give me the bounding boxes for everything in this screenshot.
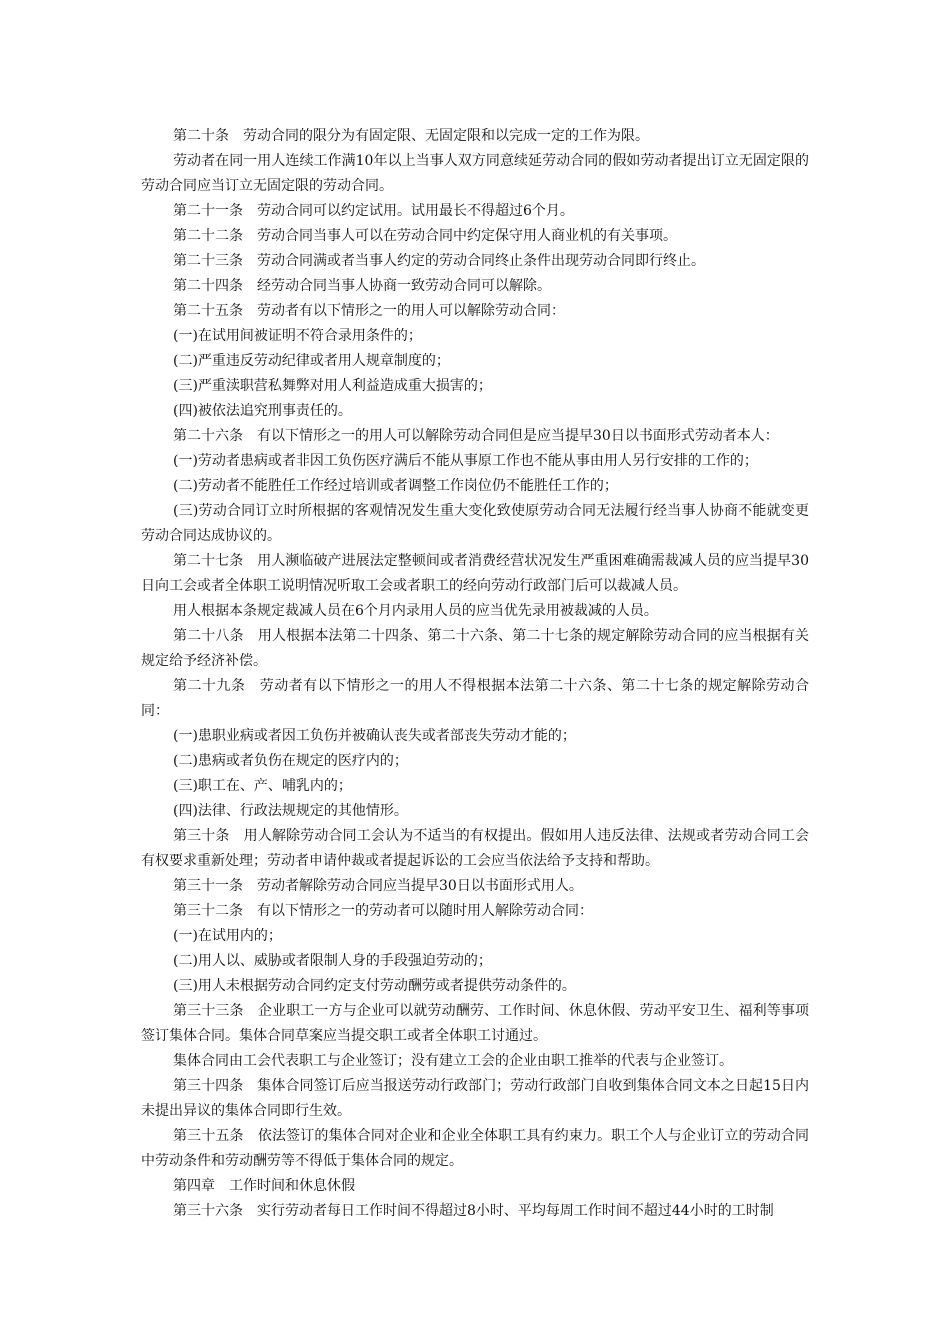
list-item: (一)在试用内的； [173, 928, 282, 944]
list-item: (一)劳动者患病或者非因工负伤医疗满后不能从事原工作也不能从事由用人另行安排的工作的； [173, 453, 758, 469]
paragraph-article-27: 第二十七条 用人濒临破产进展法定整顿间或者消费经营状况发生严重困难确需裁减人员的应当提早30日向工会或者全体职工说明情况听取工会或者职工的经向劳动行政部门后可以裁减人员。 [141, 553, 809, 594]
list-item: (二)患病或者负伤在规定的医疗内的； [173, 753, 408, 769]
paragraph-article-36: 第三十六条 实行劳动者每日工作时间不得超过8小时、平均每周工作时间不超过44小时的工时制 [173, 1203, 774, 1219]
paragraph-article-27-clause: 用人根据本条规定裁减人员在6个月内录用人员的应当优先录用被裁减的人员。 [173, 603, 658, 619]
list-item: (三)严重渎职营私舞弊对用人利益造成重大损害的； [173, 378, 492, 394]
list-item: (二)劳动者不能胜任工作经过培训或者调整工作岗位仍不能胜任工作的； [173, 478, 618, 494]
list-item: (四)法律、行政法规规定的其他情形。 [173, 803, 408, 819]
paragraph-article-29: 第二十九条 劳动者有以下情形之一的用人不得根据本法第二十六条、第二十七条的规定解除劳动合同： [141, 678, 809, 719]
paragraph-article-32: 第三十二条 有以下情形之一的劳动者可以随时用人解除劳动合同： [173, 903, 593, 919]
paragraph-article-25: 第二十五条 劳动者有以下情形之一的用人可以解除劳动合同： [173, 303, 565, 319]
list-item: (一)在试用间被证明不符合录用条件的； [173, 328, 422, 344]
list-item: (二)严重违反劳动纪律或者用人规章制度的； [173, 353, 450, 369]
paragraph-article-35: 第三十五条 依法签订的集体合同对企业和企业全体职工具有约束力。职工个人与企业订立的劳动合同中劳动条件和劳动酬劳等不得低于集体合同的规定。 [141, 1128, 809, 1169]
list-item: (四)被依法追究刑事责任的。 [173, 403, 352, 419]
paragraph-article-20-clause: 劳动者在同一用人连续工作满10年以上当事人双方同意续延劳动合同的假如劳动者提出订立无固定限的劳动合同应当订立无固定限的劳动合同。 [141, 153, 809, 194]
list-item: (二)用人以、威胁或者限制人身的手段强迫劳动的； [173, 953, 492, 969]
list-item: (一)患职业病或者因工负伤并被确认丧失或者部丧失劳动才能的； [173, 728, 576, 744]
paragraph-article-33-clause: 集体合同由工会代表职工与企业签订；没有建立工会的企业由职工推举的代表与企业签订。 [173, 1053, 733, 1069]
paragraph-article-28: 第二十八条 用人根据本法第二十四条、第二十六条、第二十七条的规定解除劳动合同的应当根据有关规定给予经济补偿。 [141, 628, 809, 669]
paragraph-article-23: 第二十三条 劳动合同满或者当事人约定的劳动合同终止条件出现劳动合同即行终止。 [173, 253, 705, 269]
paragraph-article-26: 第二十六条 有以下情形之一的用人可以解除劳动合同但是应当提早30日以书面形式劳动者本人： [173, 428, 779, 444]
paragraph-article-30: 第三十条 用人解除劳动合同工会认为不适当的有权提出。假如用人违反法律、法规或者劳动合同工会有权要求重新处理；劳动者申请仲裁或者提起诉讼的工会应当依法给予支持和帮助。 [141, 828, 809, 869]
paragraph-article-34: 第三十四条 集体合同签订后应当报送劳动行政部门；劳动行政部门自收到集体合同文本之日起15日内未提出异议的集体合同即行生效。 [141, 1078, 809, 1119]
list-item: (三)职工在、产、哺乳内的； [173, 778, 352, 794]
paragraph-article-31: 第三十一条 劳动者解除劳动合同应当提早30日以书面形式用人。 [173, 878, 583, 894]
chapter-heading: 第四章 工作时间和休息休假 [173, 1178, 355, 1194]
paragraph-article-21: 第二十一条 劳动合同可以约定试用。试用最长不得超过6个月。 [173, 203, 574, 219]
paragraph-article-22: 第二十二条 劳动合同当事人可以在劳动合同中约定保守用人商业机的有关事项。 [173, 228, 677, 244]
paragraph-article-33: 第三十三条 企业职工一方与企业可以就劳动酬劳、工作时间、休息休假、劳动平安卫生、福利等事项签订集体合同。集体合同草案应当提交职工或者全体职工讨通过。 [141, 1003, 809, 1044]
document-page [141, 124, 809, 1224]
paragraph-article-20: 第二十条 劳动合同的限分为有固定限、无固定限和以完成一定的工作为限。 [173, 128, 649, 144]
list-item: (三)用人未根据劳动合同约定支付劳动酬劳或者提供劳动条件的。 [173, 978, 576, 994]
list-item: (三)劳动合同订立时所根据的客观情况发生重大变化致使原劳动合同无法履行经当事人协商不能就变更劳动合同达成协议的。 [141, 503, 809, 544]
paragraph-article-24: 第二十四条 经劳动合同当事人协商一致劳动合同可以解除。 [173, 278, 551, 294]
